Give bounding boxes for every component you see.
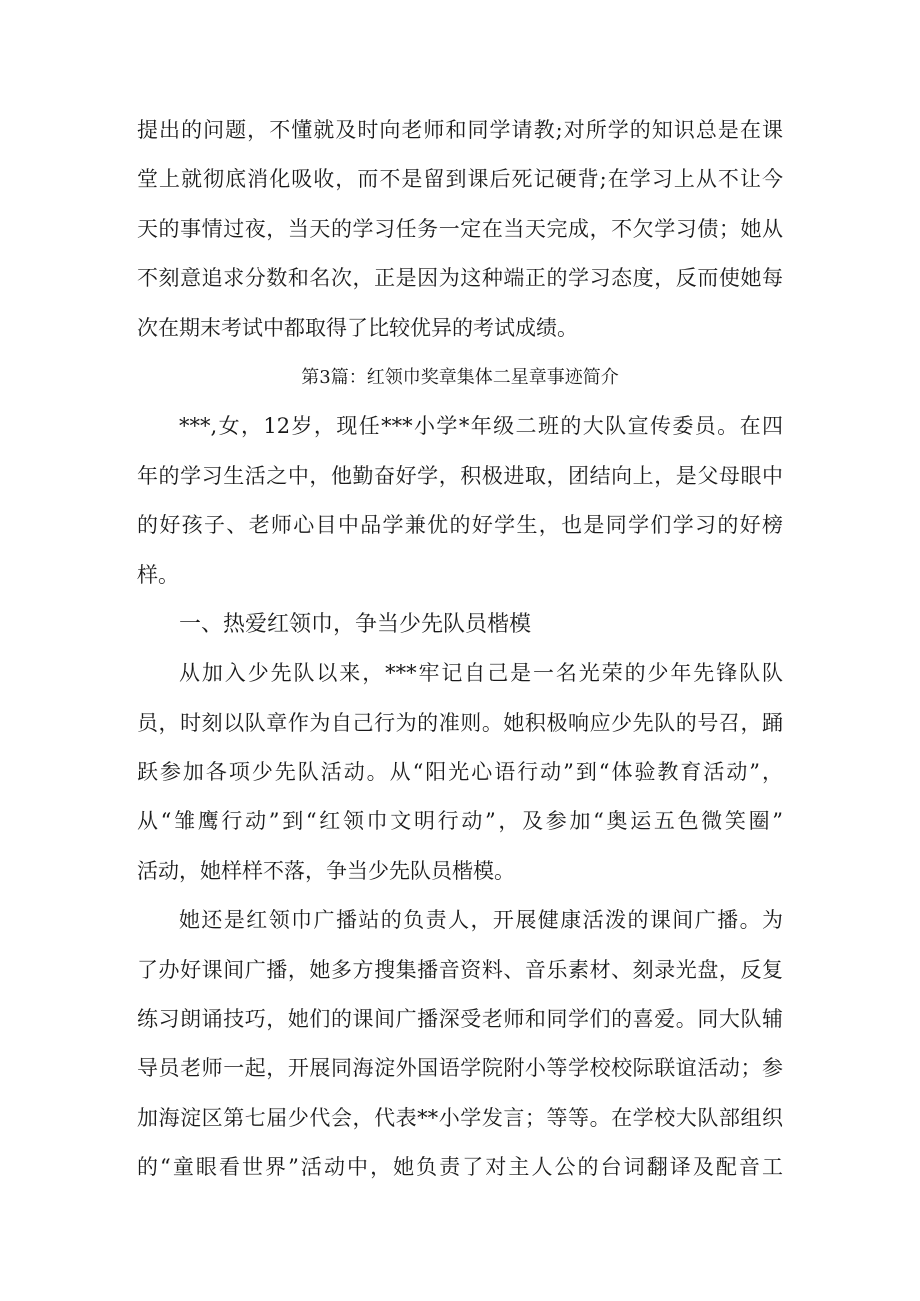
paragraph-line: 天的事情过夜，当天的学习任务一定在当天完成，不欠学习债；她从 (137, 216, 783, 241)
paragraph-line: 的“童眼看世界”活动中，她负责了对主人公的台词翻译及配音工 (137, 1155, 783, 1180)
paragraph-line: 她还是红领巾广播站的负责人，开展健康活泼的课间广播。为 (179, 908, 783, 933)
article-title: 第3篇：红领巾奖章集体二星章事迹简介 (301, 366, 619, 388)
paragraph-3 (137, 649, 783, 896)
paragraph-line: 跃参加各项少先队活动。从“阳光心语行动”到“体验教育活动”， (137, 760, 783, 785)
paragraph-line: 堂上就彻底消化吸收，而不是留到课后死记硬背;在学习上从不让今 (137, 167, 783, 192)
paragraph-line: 次在期末考试中都取得了比较优异的考试成绩。 (137, 315, 578, 340)
paragraph-line: 了办好课间广播，她多方搜集播音资料、音乐素材、刻录光盘，反复 (137, 957, 783, 982)
paragraph-line: 提出的问题，不懂就及时向老师和同学请教;对所学的知识总是在课 (137, 118, 783, 142)
paragraph-line: 样。 (137, 562, 179, 587)
paragraph-1 (137, 106, 783, 353)
document-body (137, 106, 783, 1193)
paragraph-line: 年的学习生活之中，他勤奋好学，积极进取，团结向上，是父母眼中 (137, 463, 783, 488)
paragraph-line: 活动，她样样不落，争当少先队员楷模。 (137, 858, 515, 883)
paragraph-line: 从“雏鹰行动”到“红领巾文明行动”，及参加“奥运五色微笑圈” (137, 809, 783, 834)
paragraph-4 (137, 896, 783, 1192)
paragraph-line: 从加入少先队以来，***牢记自己是一名光荣的少年先锋队队 (179, 661, 783, 686)
paragraph-line: 的好孩子、老师心目中品学兼优的好学生，也是同学们学习的好榜 (137, 513, 783, 538)
paragraph-line: ***,女，12岁，现任***小学*年级二班的大队宣传委员。在四 (179, 414, 783, 439)
paragraph-line: 员，时刻以队章作为自己行为的准则。她积极响应少先队的号召，踊 (137, 710, 783, 735)
paragraph-line: 练习朗诵技巧，她们的课间广播深受老师和同学们的喜爱。同大队辅 (137, 1007, 783, 1032)
paragraph-line: 导员老师一起，开展同海淀外国语学院附小等学校校际联谊活动；参 (137, 1056, 783, 1081)
section-heading: 一、热爱红领巾，争当少先队员楷模 (179, 611, 532, 637)
paragraph-line: 不刻意追求分数和名次，正是因为这种端正的学习态度，反而使她每 (137, 266, 783, 291)
paragraph-2 (137, 402, 783, 600)
paragraph-line: 加海淀区第七届少代会，代表**小学发言；等等。在学校大队部组织 (137, 1105, 783, 1130)
